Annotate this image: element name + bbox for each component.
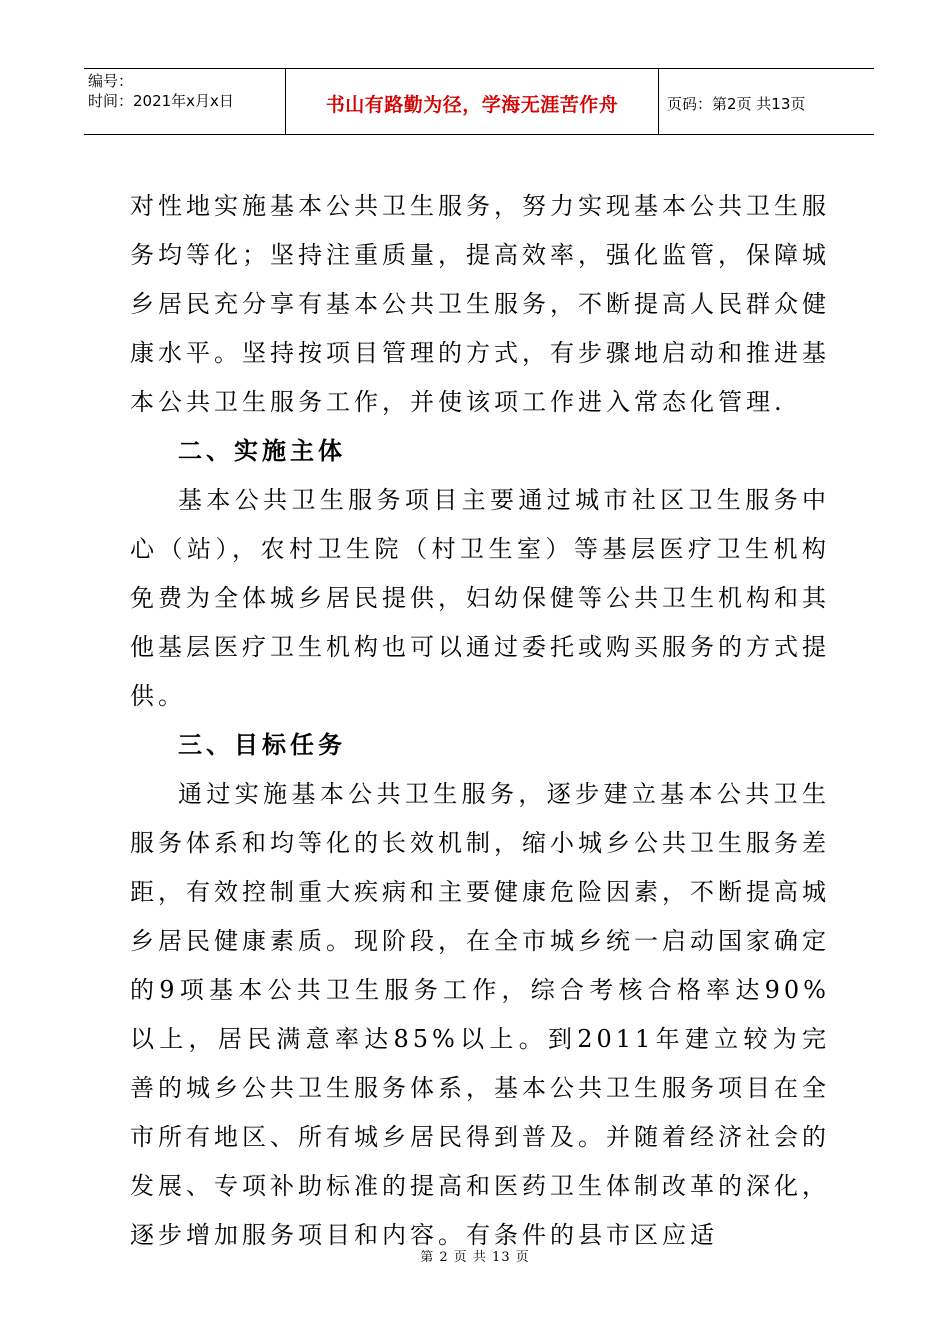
- body-paragraph: 基本公共卫生服务项目主要通过城市社区卫生服务中心（站），农村卫生院（村卫生室）等基层医疗卫生机构免费为全体城乡居民提供，妇幼保健等公共卫生机构和其他基层医疗卫生机构也可以通过委托或购买服务的方式提供。: [130, 486, 830, 710]
- body-paragraph: 通过实施基本公共卫生服务，逐步建立基本公共卫生服务体系和均等化的长效机制，缩小城乡公共卫生服务差距，有效控制重大疾病和主要健康危险因素，不断提高城乡居民健康素质。现阶段，在全市城乡统一启动国家确定的9项基本公共卫生服务工作，综合考核合格率达90%以上，居民满意率达85%以上。到2011年建立较为完善的城乡公共卫生服务体系，基本公共卫生服务项目在全市所有地区、所有城乡居民得到普及。并随着经济社会的发展、专项补助标准的提高和医药卫生体制改革的深化，逐步增加服务项目和内容。有条件的县市区应适: [130, 780, 830, 1249]
- header-meta-cell: [84, 69, 286, 134]
- header-motto: 书山有路勤为径，学海无涯苦作舟: [286, 69, 659, 134]
- document-number-label: 编号：: [88, 72, 134, 90]
- body-paragraph: 对性地实施基本公共卫生服务，努力实现基本公共卫生服务均等化；坚持注重质量，提高效率，强化监管，保障城乡居民充分享有基本公共卫生服务，不断提高人民群众健康水平。坚持按项目管理的方式，有步骤地启动和推进基本公共卫生服务工作，并使该项工作进入常态化管理.: [130, 192, 830, 416]
- section-heading: 二、实施主体: [178, 437, 346, 465]
- document-time-label: 时间：2021年x月x日: [88, 92, 234, 110]
- header-page-info: 页码：第2页 共13页: [667, 95, 806, 113]
- document-body: [130, 182, 830, 1260]
- page-header: [84, 68, 874, 135]
- section-heading: 三、目标任务: [178, 731, 346, 759]
- page-footer: 第 2 页 共 13 页: [420, 1250, 530, 1265]
